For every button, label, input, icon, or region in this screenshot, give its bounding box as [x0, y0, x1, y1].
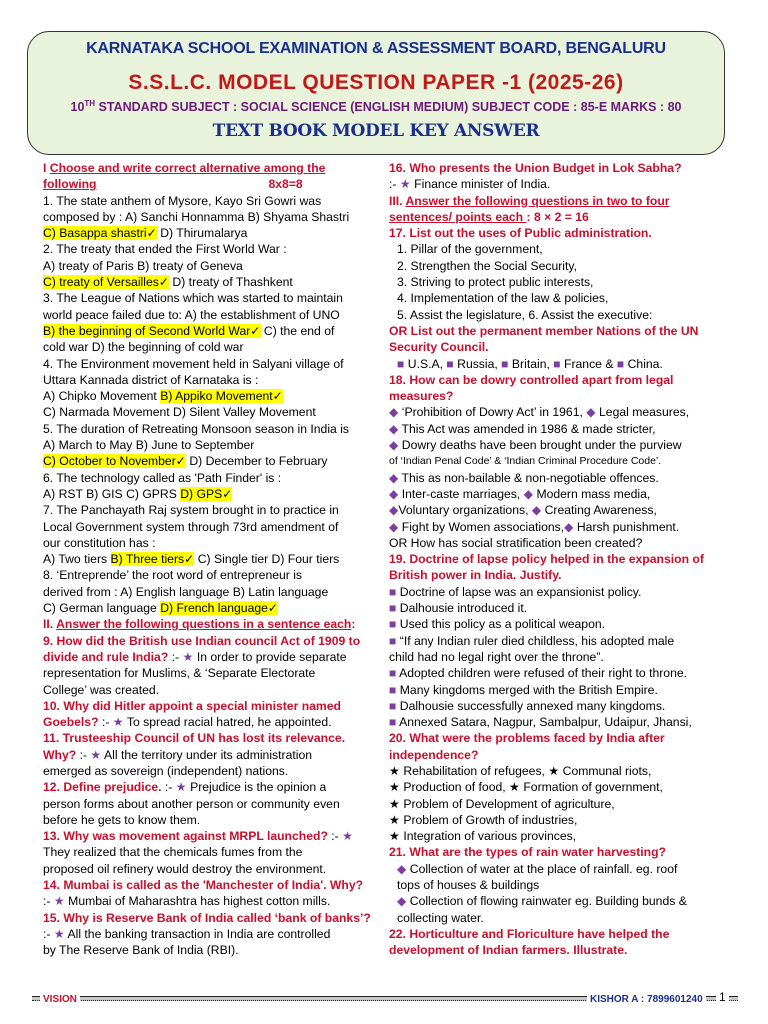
paper-title: S.S.L.C. MODEL QUESTION PAPER -1 (2025-26) [128, 71, 624, 94]
section-2-heading [43, 616, 378, 632]
diamond-bullet-icon: ◆ [389, 486, 399, 501]
sec2-title: Answer the following questions in a sentence each [56, 617, 352, 632]
diamond-bullet-icon: ◆ [389, 503, 399, 518]
key-answer-title: TEXT BOOK MODEL KEY ANSWER [212, 121, 540, 141]
star-icon: ★ [389, 812, 400, 827]
answer-prefix: :- [389, 177, 400, 192]
q20-question-2: independence? [389, 747, 479, 762]
square-bullet-icon: ■ [446, 356, 454, 371]
star-icon: ★ [389, 780, 400, 795]
q2-line-1: 2. The treaty that ended the First World War : [43, 242, 287, 257]
q8-answer: D) French language✓ [160, 601, 279, 616]
q7-line-4 [43, 551, 378, 567]
q19-text: Dalhousie introduced it. [396, 601, 528, 616]
q18-or-question: OR How has social stratification been created? [389, 535, 643, 550]
q20-question-1: 20. What were the problems faced by India after [389, 731, 665, 746]
un-members-list [389, 356, 734, 372]
square-bullet-icon: ■ [553, 356, 561, 371]
section-3-heading-2 [389, 209, 734, 225]
q1-line-2: composed by : A) Sanchi Honnamma B) Shyama Shastri [43, 209, 350, 224]
q7-answer: B) Three tiers✓ [110, 552, 195, 567]
q19-text: Used this policy as a political weapon. [396, 617, 606, 632]
square-bullet-icon: ■ [389, 601, 397, 616]
q10-question-1: 10. Why did Hitler appoint a special minister named [43, 698, 341, 713]
section-3-heading [389, 193, 734, 209]
q21-text: Collection of water at the place of rainfall. eg. roof [406, 861, 678, 876]
answer-prefix: :- [101, 715, 113, 730]
q15-line-2 [43, 926, 378, 942]
q19-point-6 [389, 682, 734, 698]
q18-text: ‘Prohibition of Dowry Act’ in 1961, [398, 405, 587, 420]
q9-answer-2: representation for Muslims, & ‘Separate Electorate [43, 666, 316, 681]
q2-option-d: D) treaty of Thashkent [169, 275, 293, 290]
q4-line-4: C) Narmada Movement D) Silent Valley Movement [43, 405, 316, 420]
q18-point-5 [389, 486, 734, 502]
q20-text: Production of food, [399, 780, 510, 795]
q19-text: Annexed Satara, Nagpur, Sambalpur, Udaipur, Jhansi, [396, 715, 692, 730]
q18-point-3 [389, 437, 734, 453]
diamond-bullet-icon: ◆ [523, 486, 534, 501]
diamond-bullet-icon: ◆ [397, 894, 407, 909]
star-icon: ★ [399, 177, 411, 192]
q9-answer-3: College’ was created. [43, 682, 160, 697]
answer-prefix: :- [331, 829, 343, 844]
q13-answer-2: proposed oil refinery would destroy the environment. [43, 861, 327, 876]
q1-line-1: 1. The state anthem of Mysore, Kayo Sri Gowri was [43, 193, 322, 208]
answer-prefix: :- [43, 894, 54, 909]
q16-line-2 [389, 176, 734, 192]
square-bullet-icon: ■ [389, 617, 397, 632]
q8-line-2: derived from : A) English language B) Latin language [43, 584, 329, 599]
q18-text: Creating Awareness, [541, 503, 657, 518]
q4-answer: B) Appiko Movement✓ [160, 389, 283, 404]
std-sup: TH [84, 99, 96, 108]
q6-answer: D) GPS✓ [180, 486, 233, 501]
sec3-title-2: sentences/ points each [389, 209, 527, 224]
q3-answer: B) the beginning of Second World War✓ [43, 323, 261, 338]
q21-point-2 [389, 893, 734, 909]
q16-answer: Finance minister of India. [410, 177, 551, 192]
q18-text: Harsh punishment. [573, 519, 680, 534]
un-member: France & [560, 356, 617, 371]
sec3-num: III. [389, 193, 406, 208]
square-bullet-icon: ■ [501, 356, 509, 371]
std-rest: STANDARD SUBJECT : SOCIAL SCIENCE (ENGLISH MEDIUM) SUBJECT CODE : 85-E MARKS : 80 [95, 100, 682, 115]
diamond-bullet-icon: ◆ [389, 470, 399, 485]
q16-question: 16. Who presents the Union Budget in Lok Sabha? [389, 161, 682, 175]
q15-answer-1: All the banking transaction in India are controlled [64, 926, 331, 941]
q1-line-3 [43, 225, 378, 241]
q13-question: 13. Why was movement against MRPL launched? [43, 829, 328, 844]
q19-point-1 [389, 584, 734, 600]
q19-point-4 [389, 633, 734, 649]
q3-line-3 [43, 323, 378, 339]
star-icon: ★ [509, 780, 520, 795]
q17-point-1: 1. Pillar of the government, [397, 242, 543, 257]
star-icon: ★ [175, 780, 187, 795]
q17-point-5: 5. Assist the legislature, 6. Assist the executive: [397, 307, 653, 322]
q18-point-6 [389, 502, 734, 518]
sec2-num: II. [43, 617, 57, 632]
header-box [27, 31, 725, 155]
q21-question: 21. What are the types of rain water harvesting? [389, 845, 667, 860]
un-member: U.S.A, [404, 356, 447, 371]
q20-text: Formation of government, [519, 780, 663, 795]
square-bullet-icon: ■ [389, 682, 397, 697]
star-icon: ★ [182, 649, 194, 664]
q7-option-a: A) Two tiers [43, 552, 111, 567]
diamond-bullet-icon: ◆ [389, 519, 399, 534]
q9-line-2 [43, 649, 378, 665]
q20-point-2 [389, 779, 734, 795]
q19-point-5 [389, 665, 734, 681]
q5-line-1: 5. The duration of Retreating Monsoon season in India is [43, 421, 350, 436]
star-icon: ★ [112, 715, 124, 730]
q19-point-8 [389, 714, 734, 730]
section-1-heading [43, 160, 378, 176]
q4-line-1: 4. The Environment movement held in Salyani village of [43, 356, 344, 371]
diamond-bullet-icon: ◆ [389, 438, 399, 453]
q6-options: A) RST B) GIS C) GPRS [43, 486, 181, 501]
section-1-heading-2 [43, 176, 378, 192]
q20-text: Rehabilitation of refugees, [399, 763, 549, 778]
diamond-bullet-icon: ◆ [397, 861, 407, 876]
q12-line-1 [43, 779, 378, 795]
footer-left-label: VISION [40, 994, 80, 1005]
q5-line-3 [43, 453, 378, 469]
square-bullet-icon: ■ [616, 356, 625, 371]
answer-prefix: :- [171, 649, 183, 664]
sec1-title: Choose and write correct alternative among the [49, 161, 326, 175]
q17-point-2: 2. Strengthen the Social Security, [397, 258, 577, 273]
q14-line-2 [43, 893, 378, 909]
square-bullet-icon: ■ [389, 584, 397, 599]
footer [0, 990, 768, 1024]
diamond-bullet-icon: ◆ [531, 503, 542, 518]
star-icon: ★ [342, 829, 354, 844]
q7-line-3: our constitution has : [43, 535, 156, 550]
q20-text: Problem of Development of agriculture, [399, 796, 615, 811]
q11-question-2: Why? [43, 747, 77, 762]
q12-answer-2: person forms about another person or community even [43, 796, 340, 811]
q2-line-2: A) treaty of Paris B) treaty of Geneva [43, 258, 243, 273]
q6-line-1: 6. The technology called as 'Path Finder' is : [43, 470, 282, 485]
square-bullet-icon: ■ [389, 698, 397, 713]
q5-answer: C) October to November✓ [43, 454, 186, 469]
diamond-bullet-icon: ◆ [586, 405, 596, 420]
subject-line [28, 99, 724, 114]
q12-question: 12. Define prejudice. [43, 780, 162, 795]
q19-point-4-cont: child had no legal right over the throne”. [389, 649, 604, 664]
q19-question-1: 19. Doctrine of lapse policy helped in the expansion of [389, 552, 704, 567]
q8-line-1: 8. ‘Entreprende’ the root word of entrepreneur is [43, 568, 303, 583]
un-member: Russia, [453, 356, 502, 371]
q18-text: Voluntary organizations, [398, 503, 532, 518]
right-column [389, 160, 734, 959]
sec2-colon: : [351, 617, 356, 632]
q21-point-1 [389, 861, 734, 877]
q19-point-7 [389, 698, 734, 714]
star-icon: ★ [53, 926, 65, 941]
q18-text: This as non-bailable & non-negotiable offences. [398, 470, 659, 485]
left-column [43, 160, 378, 959]
star-icon: ★ [389, 796, 400, 811]
q3-line-4: cold war D) the beginning of cold war [43, 340, 244, 355]
q5-line-2: A) March to May B) June to September [43, 438, 255, 453]
q15-question: 15. Why is Reserve Bank of India called ‘bank of banks’? [43, 910, 371, 925]
q18-text: Legal measures, [595, 405, 690, 420]
q15-answer-2: by The Reserve Bank of India (RBI). [43, 943, 239, 958]
q19-text: Adopted children were refused of their right to throne. [396, 666, 688, 681]
q4-line-3 [43, 388, 378, 404]
q8-option-c: C) German language [43, 601, 161, 616]
q11-line-2 [43, 747, 378, 763]
q13-answer-1: They realized that the chemicals fumes from the [43, 845, 303, 860]
q5-option-d: D) December to February [185, 454, 328, 469]
q7-line-1: 7. The Panchayath Raj system brought in to practice in [43, 503, 339, 518]
footer-contact: KISHOR A : 7899601240 [587, 994, 706, 1005]
q18-point-2 [389, 421, 734, 437]
std-num: 10 [70, 100, 85, 115]
answer-prefix: :- [43, 926, 54, 941]
q7-option-cd: C) Single tier D) Four tiers [194, 552, 340, 567]
q9-answer-1: In order to provide separate [193, 649, 347, 664]
q18-text: This Act was amended in 1986 & made stricter, [398, 421, 656, 436]
square-bullet-icon: ■ [389, 666, 397, 681]
diamond-bullet-icon: ◆ [564, 519, 574, 534]
q12-answer-3: before he gets to know them. [43, 812, 201, 827]
q18-point-3-cont: of ‘Indian Penal Code’ & ‘Indian Criminal Procedure Code’. [389, 455, 662, 468]
q2-line-3 [43, 274, 378, 290]
q20-point-1 [389, 763, 734, 779]
q9-question-2: divide and rule India? [43, 649, 169, 664]
sec1-num: I [43, 161, 50, 175]
q20-point-5 [389, 828, 734, 844]
page-number: 1 [716, 990, 729, 1004]
q18-text: Fight by Women associations, [398, 519, 565, 534]
answer-prefix: :- [79, 747, 91, 762]
q14-question: 14. Mumbai is called as the 'Manchester of India'. Why? [43, 878, 364, 893]
q19-question-2: British power in India. Justify. [389, 568, 562, 583]
q19-text: Doctrine of lapse was an expansionist policy. [396, 584, 642, 599]
q1-option-d: D) Thirumalarya [156, 226, 248, 241]
un-member: China. [624, 356, 663, 371]
q17-question: 17. List out the uses of Public administration. [389, 226, 652, 241]
diamond-bullet-icon: ◆ [389, 421, 399, 436]
square-bullet-icon: ■ [389, 715, 397, 730]
q10-question-2: Goebels? [43, 715, 99, 730]
q2-answer: C) treaty of Versailles✓ [43, 275, 170, 290]
q18-text: Modern mass media, [533, 486, 651, 501]
q11-answer-2: emerged as sovereign (independent) nations. [43, 763, 289, 778]
q22-question-1: 22. Horticulture and Floriculture have helped the [389, 926, 670, 941]
q18-point-7 [389, 519, 734, 535]
q21-text: Collection of flowing rainwater eg. Building bunds & [406, 894, 687, 909]
star-icon: ★ [90, 747, 102, 762]
q20-point-4 [389, 812, 734, 828]
q3-line-2: world peace failed due to: A) the establishment of UNO [43, 307, 340, 322]
q10-line-2 [43, 714, 378, 730]
q19-point-2 [389, 600, 734, 616]
q18-question-2: measures? [389, 389, 454, 404]
q18-point-1 [389, 404, 734, 420]
diamond-bullet-icon: ◆ [389, 405, 399, 420]
q19-text: “If any Indian ruler died childless, his adopted male [396, 633, 675, 648]
sec1-title-2: following [43, 177, 97, 192]
q20-text: Problem of Growth of industries, [399, 812, 578, 827]
q17-point-3: 3. Striving to protect public interests, [397, 275, 594, 290]
q6-line-2 [43, 486, 378, 502]
q20-point-3 [389, 796, 734, 812]
board-name: KARNATAKA SCHOOL EXAMINATION & ASSESSMENT BOARD, BENGALURU [86, 40, 666, 57]
q14-answer: Mumbai of Maharashtra has highest cotton mills. [64, 894, 331, 909]
q3-option-c: C) the end of [260, 323, 335, 338]
q18-text: Inter-caste marriages, [398, 486, 524, 501]
q4-option-a: A) Chipko Movement [43, 389, 161, 404]
star-icon: ★ [53, 894, 65, 909]
q13-line-1 [43, 828, 378, 844]
q21-point-2-cont: collecting water. [397, 910, 484, 925]
q20-text: Communal riots, [559, 763, 652, 778]
answer-prefix: :- [164, 780, 176, 795]
q10-answer: To spread racial hatred, he appointed. [123, 715, 332, 730]
sec3-marks: : 8 × 2 = 16 [526, 209, 589, 224]
q18-point-4 [389, 470, 734, 486]
q3-line-1: 3. The League of Nations which was started to maintain [43, 291, 343, 306]
q8-line-3 [43, 600, 378, 616]
q17-point-4: 4. Implementation of the law & policies, [397, 291, 609, 306]
q11-question-1: 11. Trusteeship Council of UN has lost its relevance. [43, 731, 346, 746]
q17-or-question-2: Security Council. [389, 340, 489, 355]
sec3-title: Answer the following questions in two to four [405, 193, 670, 208]
q1-answer: C) Basappa shastri✓ [43, 226, 157, 241]
square-bullet-icon: ■ [397, 356, 405, 371]
star-icon: ★ [548, 763, 560, 778]
q12-answer-1: Prejudice is the opinion a [186, 780, 327, 795]
q9-question-1: 9. How did the British use Indian council Act of 1909 to [43, 633, 361, 648]
square-bullet-icon: ■ [389, 633, 397, 648]
q19-text: Dalhousie successfully annexed many kingdoms. [396, 698, 666, 713]
q17-or-question-1: OR List out the permanent member Nations of the UN [389, 323, 699, 338]
star-icon: ★ [389, 829, 400, 844]
un-member: Britain, [508, 356, 554, 371]
q11-answer-1: All the territory under its administration [101, 747, 313, 762]
q21-point-1-cont: tops of houses & buildings [397, 878, 540, 893]
q20-text: Integration of various provinces, [399, 829, 577, 844]
sec1-marks: 8x8=8 [268, 177, 303, 192]
q18-question-1: 18. How can be dowry controlled apart from legal [389, 372, 674, 387]
q19-text: Many kingdoms merged with the British Empire. [396, 682, 658, 697]
q22-question-2: development of Indian farmers. Illustrate. [389, 943, 628, 958]
q4-line-2: Uttara Kannada district of Karnataka is : [43, 372, 259, 387]
star-icon: ★ [389, 763, 400, 778]
q19-point-3 [389, 616, 734, 632]
q7-line-2: Local Government system through 73rd amendment of [43, 519, 339, 534]
q18-text: Dowry deaths have been brought under the purview [398, 438, 682, 453]
